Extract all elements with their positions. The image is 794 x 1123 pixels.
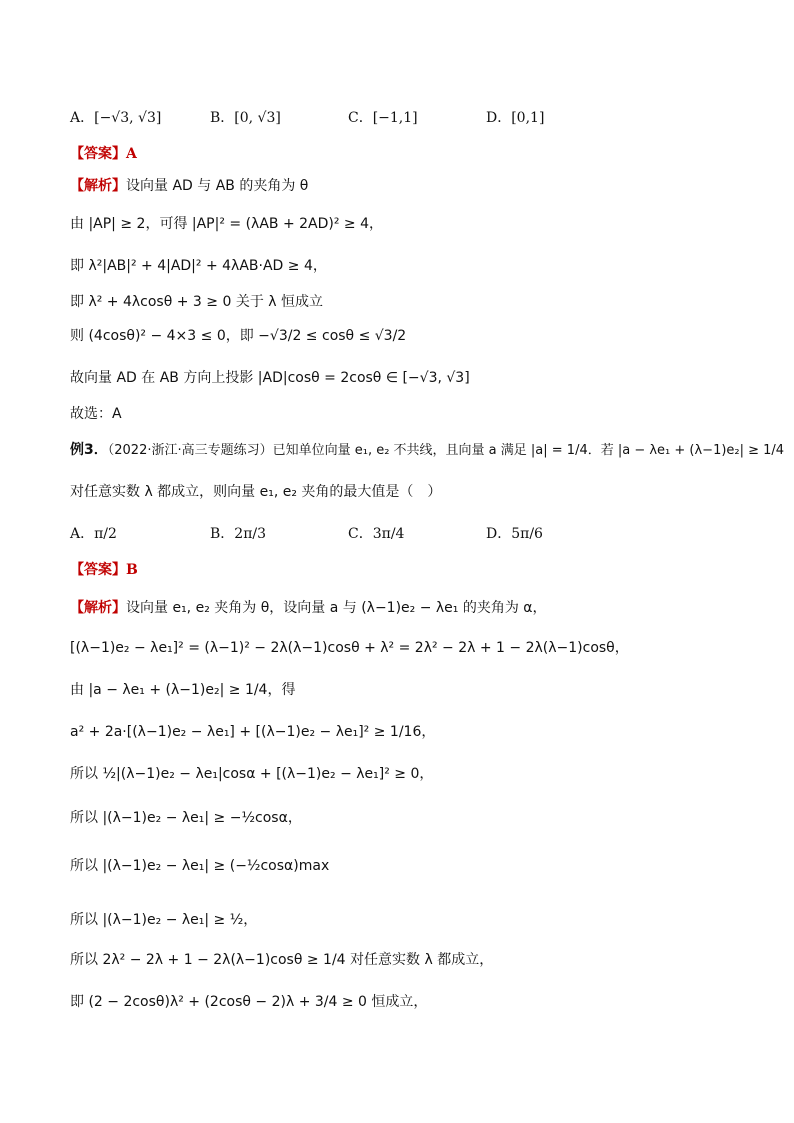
answer-tag: 【答案】 xyxy=(70,146,126,162)
analysis-2-line-3: a² + 2a·[(λ−1)e₂ − λe₁] + [(λ−1)e₂ − λe₁]² ≥ 1/16， xyxy=(70,724,436,740)
analysis-2-line-9: 即 (2 − 2cosθ)λ² + (2cosθ − 2)λ + 3/4 ≥ 0 恒成立， xyxy=(70,994,428,1010)
answer-1 xyxy=(70,144,137,164)
analysis-1-line-3: 即 λ² + 4λcosθ + 3 ≥ 0 关于 λ 恒成立 xyxy=(70,294,324,310)
option-a-1: A．[−√3, √3] xyxy=(70,110,162,126)
option-c-1: C．[−1,1] xyxy=(348,110,418,126)
analysis-tag: 【解析】 xyxy=(70,600,126,616)
analysis-1-line-6: 故选：A xyxy=(70,406,122,422)
example-label: 例3． xyxy=(70,442,108,458)
analysis-1-line-2: 即 λ²|AB|² + 4|AD|² + 4λAB·AD ≥ 4， xyxy=(70,258,327,274)
analysis-2-line-7: 所以 |(λ−1)e₂ − λe₁| ≥ ½， xyxy=(70,912,258,928)
analysis-1-line-1: 由 |AP| ≥ 2，可得 |AP|² = (λAB + 2AD)² ≥ 4， xyxy=(70,216,384,232)
analysis-2-line-0: 【解析】设向量 e₁, e₂ 夹角为 θ，设向量 a 与 (λ−1)e₂ − λe₁ 的夹角为 α， xyxy=(70,600,547,616)
answer-tag: 【答案】 xyxy=(70,562,126,578)
analysis-1-line-4: 则 (4cosθ)² − 4×3 ≤ 0，即 −√3/2 ≤ cosθ ≤ √3/2 xyxy=(70,328,407,344)
analysis-2-line-1: [(λ−1)e₂ − λe₁]² = (λ−1)² − 2λ(λ−1)cosθ + λ² = 2λ² − 2λ + 1 − 2λ(λ−1)cosθ， xyxy=(70,640,629,656)
option-d-1: D．[0,1] xyxy=(486,110,545,126)
option-d-2: D．5π/6 xyxy=(486,526,543,542)
example-3-line-2: 对任意实数 λ 都成立，则向量 e₁, e₂ 夹角的最大值是（ ） xyxy=(70,484,442,500)
option-c-2: C．3π/4 xyxy=(348,526,405,542)
analysis-2-line-6: 所以 |(λ−1)e₂ − λe₁| ≥ (−½cosα)max xyxy=(70,858,330,874)
analysis-2-line-5: 所以 |(λ−1)e₂ − λe₁| ≥ −½cosα， xyxy=(70,810,302,826)
analysis-2-line-2: 由 |a − λe₁ + (λ−1)e₂| ≥ 1/4，得 xyxy=(70,682,296,698)
analysis-2-line-8: 所以 2λ² − 2λ + 1 − 2λ(λ−1)cosθ ≥ 1/4 对任意实数 λ 都成立， xyxy=(70,952,494,968)
analysis-1-line-0: 【解析】设向量 AD 与 AB 的夹角为 θ xyxy=(70,178,309,194)
answer-value: B xyxy=(126,562,138,578)
answer-value: A xyxy=(126,146,137,162)
analysis-2-line-4: 所以 ½|(λ−1)e₂ − λe₁|cosα + [(λ−1)e₂ − λe₁]² ≥ 0， xyxy=(70,766,434,782)
option-b-1: B．[0, √3] xyxy=(210,110,281,126)
analysis-tag: 【解析】 xyxy=(70,178,126,194)
option-b-2: B．2π/3 xyxy=(210,526,267,542)
answer-2 xyxy=(70,560,138,580)
analysis-1-line-5: 故向量 AD 在 AB 方向上投影 |AD|cosθ = 2cosθ ∈ [−√3, √3] xyxy=(70,370,470,386)
example-3-line-1: 例3．（2022·浙江·高三专题练习）已知单位向量 e₁, e₂ 不共线，且向量 a 满足 |a| = 1/4．若 |a − λe₁ + (λ−1)e₂| ≥ 1/4 xyxy=(70,442,785,458)
option-a-2: A．π/2 xyxy=(70,526,117,542)
